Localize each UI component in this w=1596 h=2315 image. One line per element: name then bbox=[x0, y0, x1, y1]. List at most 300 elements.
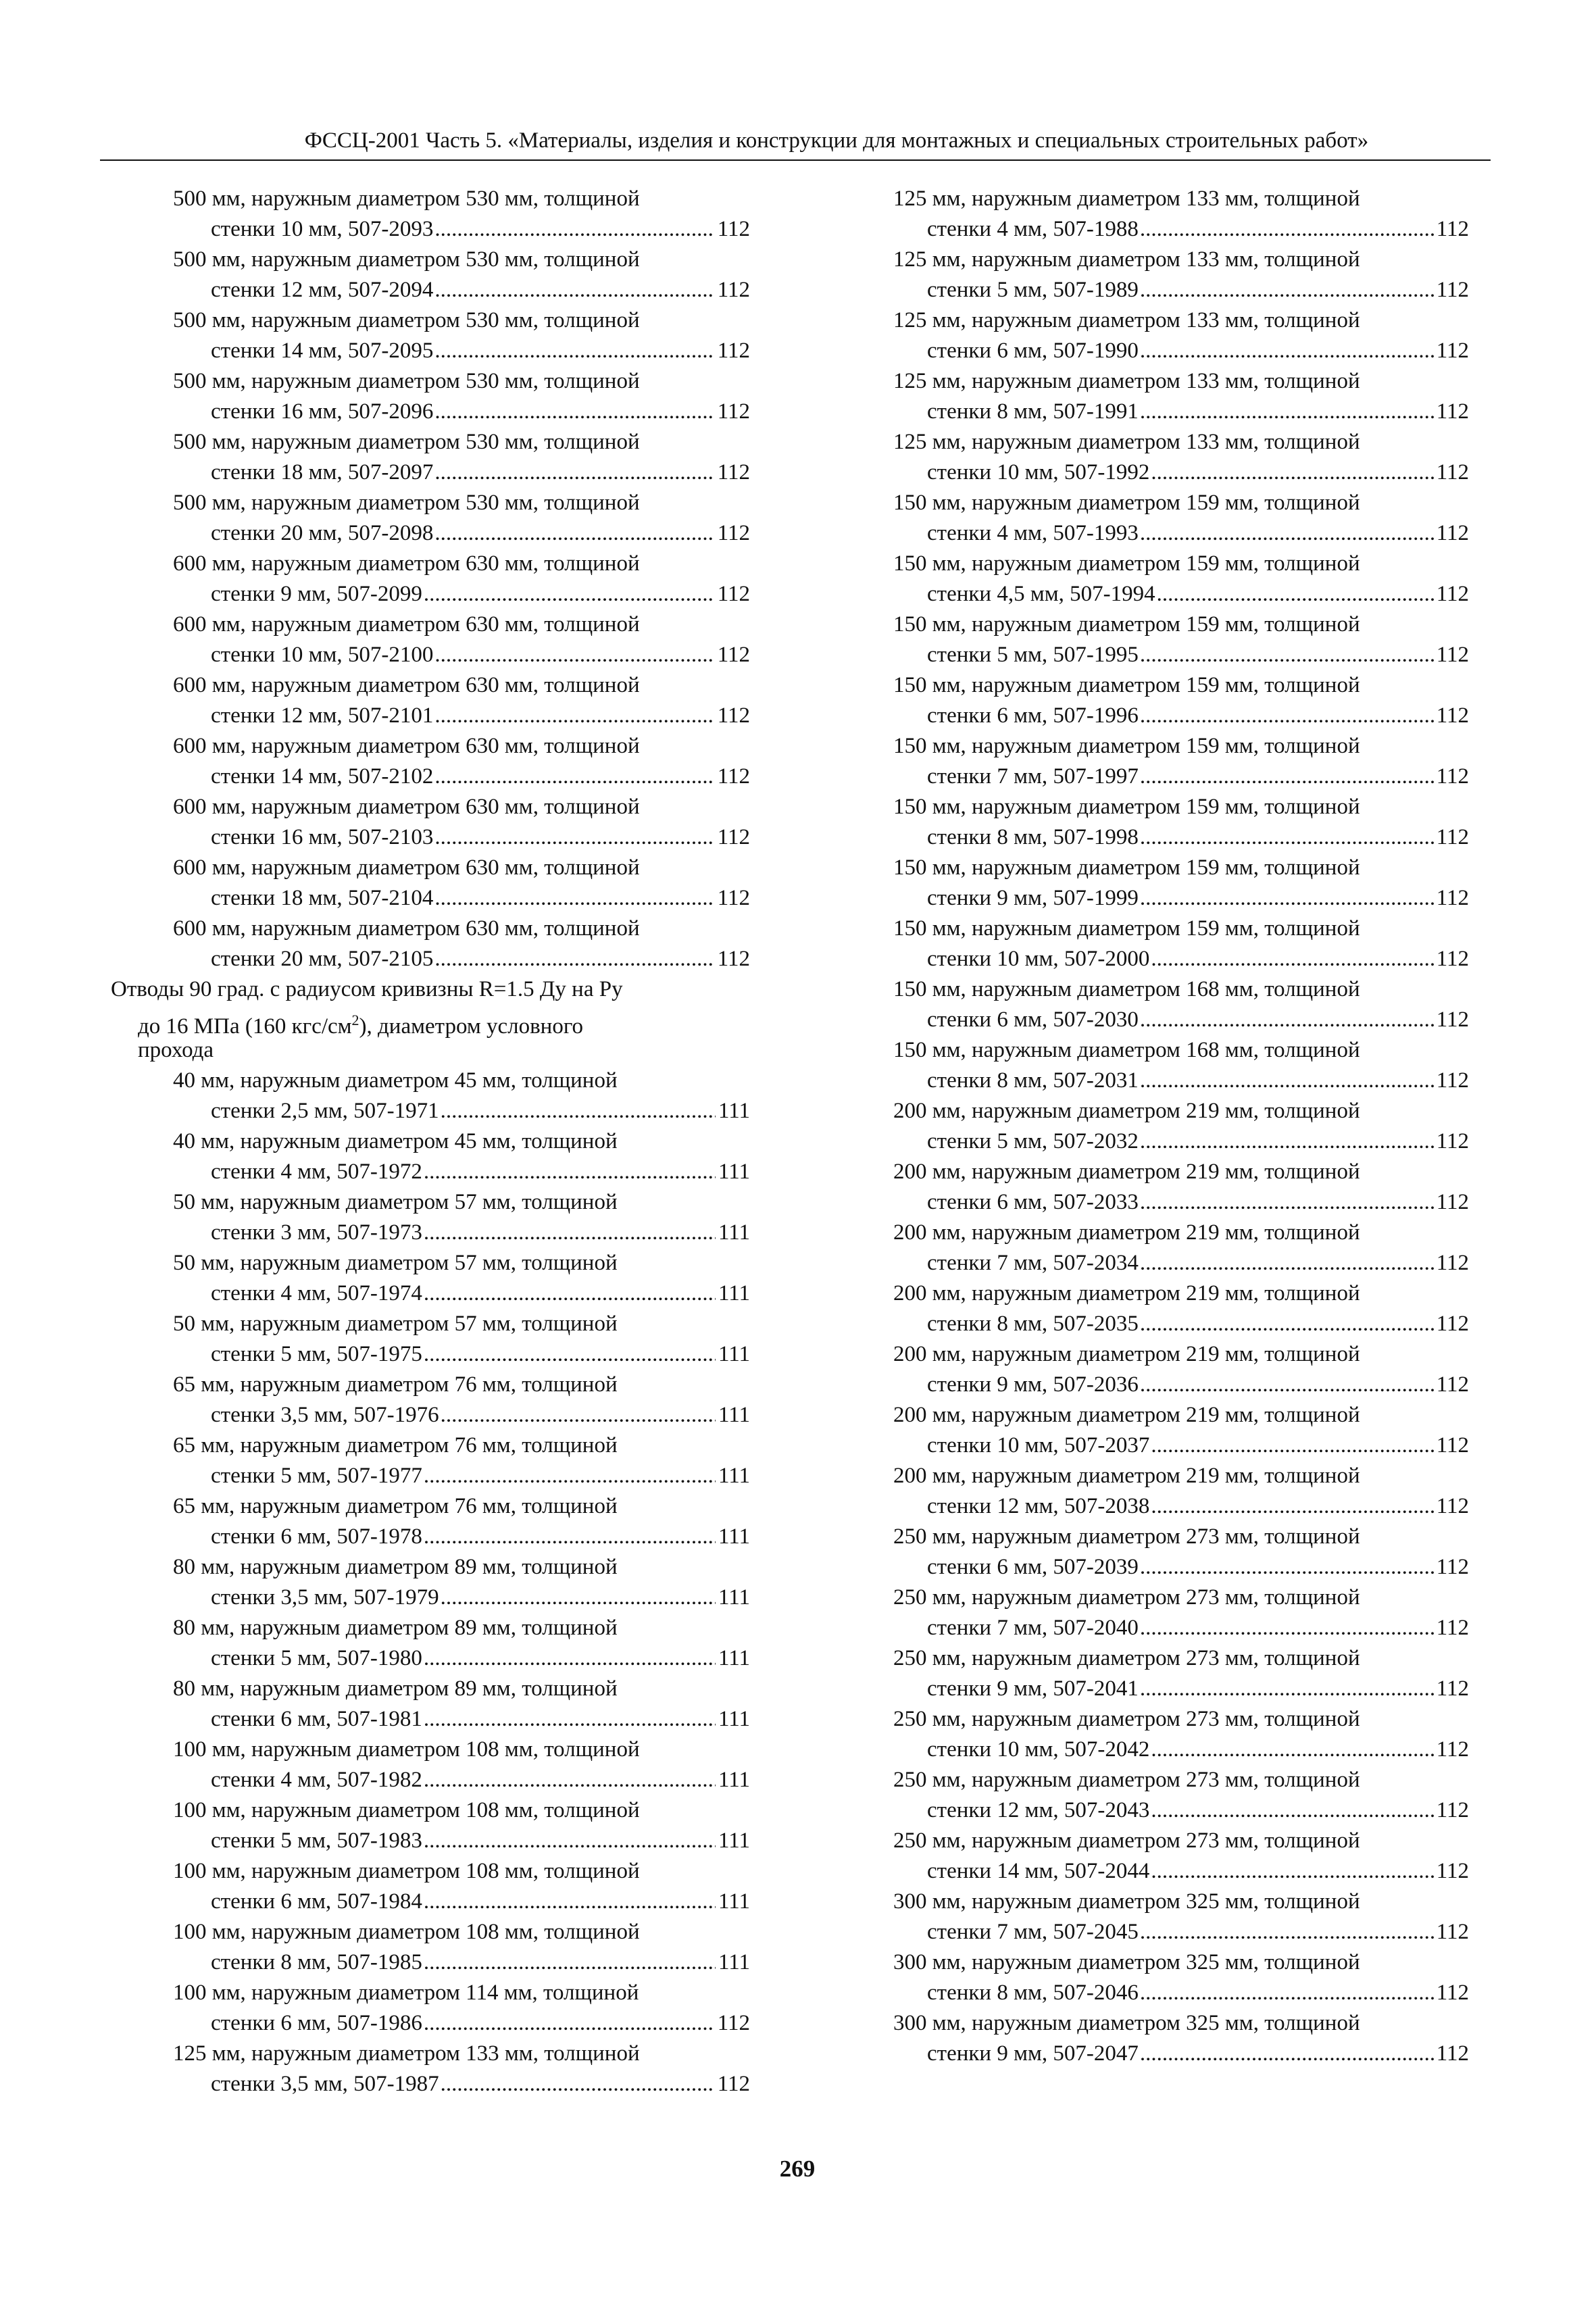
entry-description: 250 мм, наружным диаметром 273 мм, толщиной bbox=[893, 1646, 1360, 1670]
entry-reference-line bbox=[893, 1430, 1469, 1461]
entry-reference-line bbox=[111, 883, 750, 914]
entry-reference-line bbox=[111, 1218, 750, 1248]
index-entry bbox=[893, 1947, 1469, 2008]
entry-code: стенки 10 мм, 507-1992 bbox=[927, 460, 1150, 484]
index-entry bbox=[111, 245, 750, 305]
dot-leader bbox=[1140, 1978, 1434, 2008]
index-entry bbox=[893, 1765, 1469, 1826]
entry-description: 50 мм, наружным диаметром 57 мм, толщиной bbox=[173, 1312, 618, 1336]
entry-page-ref: 112 bbox=[717, 643, 750, 667]
dot-leader bbox=[424, 1522, 716, 1552]
entry-reference-line bbox=[111, 1947, 750, 1978]
entry-code: стенки 8 мм, 507-1991 bbox=[927, 399, 1139, 424]
entry-page-ref: 112 bbox=[1436, 1920, 1469, 1944]
entry-reference-line bbox=[893, 762, 1469, 792]
entry-code: стенки 7 мм, 507-2045 bbox=[927, 1920, 1139, 1944]
dot-leader bbox=[424, 1947, 716, 1978]
entry-reference-line bbox=[893, 1491, 1469, 1522]
entry-page-ref: 112 bbox=[1436, 1494, 1469, 1518]
entry-code: стенки 9 мм, 507-2041 bbox=[927, 1676, 1139, 1701]
dot-leader bbox=[424, 1643, 716, 1674]
entry-code: стенки 10 мм, 507-2100 bbox=[211, 643, 434, 667]
dot-leader bbox=[424, 1278, 716, 1309]
index-entry bbox=[111, 1552, 750, 1613]
index-entry bbox=[111, 1613, 750, 1674]
entry-description: 150 мм, наружным диаметром 159 мм, толщиной bbox=[893, 916, 1360, 941]
index-entry bbox=[111, 1491, 750, 1552]
entry-description: 125 мм, наружным диаметром 133 мм, толщиной bbox=[893, 186, 1360, 211]
entry-reference-line bbox=[111, 822, 750, 853]
entry-page-ref: 111 bbox=[718, 1342, 750, 1366]
entry-code: стенки 14 мм, 507-2102 bbox=[211, 764, 434, 789]
entry-code: стенки 3,5 мм, 507-1979 bbox=[211, 1585, 439, 1610]
entry-code: стенки 18 мм, 507-2104 bbox=[211, 886, 434, 910]
index-entry bbox=[893, 1461, 1469, 1522]
entry-page-ref: 112 bbox=[1436, 886, 1469, 910]
entry-reference-line bbox=[111, 1583, 750, 1613]
section-heading-line-2-text: до 16 МПа (160 кгс/см bbox=[138, 1014, 352, 1039]
entry-page-ref: 111 bbox=[718, 1220, 750, 1245]
entry-description: 600 мм, наружным диаметром 630 мм, толщиной bbox=[173, 795, 640, 819]
index-entry bbox=[111, 305, 750, 366]
index-entry bbox=[893, 184, 1469, 245]
index-entry bbox=[893, 549, 1469, 609]
index-entry bbox=[111, 914, 750, 974]
index-entry bbox=[893, 245, 1469, 305]
dot-leader bbox=[434, 944, 714, 974]
entry-description: 125 мм, наружным диаметром 133 мм, толщиной bbox=[893, 247, 1360, 272]
entry-page-ref: 112 bbox=[1436, 1798, 1469, 1822]
entry-reference-line bbox=[893, 1674, 1469, 1704]
entry-page-ref: 112 bbox=[1436, 1312, 1469, 1336]
entry-page-ref: 112 bbox=[1436, 1007, 1469, 1032]
entry-reference-line bbox=[893, 579, 1469, 609]
index-entry bbox=[893, 914, 1469, 974]
entry-page-ref: 112 bbox=[1436, 1737, 1469, 1762]
entry-description: 600 мм, наружным диаметром 630 мм, толщиной bbox=[173, 551, 640, 576]
entry-code: стенки 5 мм, 507-1989 bbox=[927, 278, 1139, 302]
index-entry bbox=[111, 1795, 750, 1856]
entry-reference-line bbox=[893, 1978, 1469, 2008]
dot-leader bbox=[434, 640, 714, 670]
entry-code: стенки 8 мм, 507-2031 bbox=[927, 1068, 1139, 1093]
entry-page-ref: 111 bbox=[718, 1889, 750, 1914]
entry-description: 150 мм, наружным диаметром 159 мм, толщиной bbox=[893, 551, 1360, 576]
entry-page-ref: 112 bbox=[717, 521, 750, 545]
entry-description: 100 мм, наружным диаметром 108 мм, толщиной bbox=[173, 1920, 640, 1944]
entry-page-ref: 112 bbox=[717, 2011, 750, 2035]
entry-reference-line bbox=[893, 701, 1469, 731]
dot-leader bbox=[1140, 701, 1434, 731]
entry-reference-line bbox=[111, 397, 750, 427]
entry-reference-line bbox=[893, 822, 1469, 853]
entry-code: стенки 2,5 мм, 507-1971 bbox=[211, 1099, 439, 1123]
entry-description: 100 мм, наружным диаметром 108 мм, толщиной bbox=[173, 1737, 640, 1762]
entry-page-ref: 112 bbox=[1436, 1676, 1469, 1701]
dot-leader bbox=[1140, 1552, 1434, 1583]
dot-leader bbox=[1140, 397, 1434, 427]
entry-page-ref: 112 bbox=[1436, 1981, 1469, 2005]
entry-code: стенки 4 мм, 507-1972 bbox=[211, 1160, 422, 1184]
entry-code: стенки 10 мм, 507-2000 bbox=[927, 947, 1150, 971]
entry-description: 300 мм, наружным диаметром 325 мм, толщиной bbox=[893, 1889, 1360, 1914]
dot-leader bbox=[434, 397, 714, 427]
entry-code: стенки 7 мм, 507-2034 bbox=[927, 1251, 1139, 1275]
section-heading-line-2 bbox=[111, 1005, 750, 1039]
index-entry bbox=[111, 1309, 750, 1370]
entry-description: 50 мм, наружным диаметром 57 мм, толщиной bbox=[173, 1251, 618, 1275]
entry-page-ref: 112 bbox=[1436, 582, 1469, 606]
entry-code: стенки 14 мм, 507-2044 bbox=[927, 1859, 1150, 1883]
entry-reference-line bbox=[111, 457, 750, 488]
entry-page-ref: 112 bbox=[717, 703, 750, 728]
dot-leader bbox=[1151, 1856, 1433, 1887]
dot-leader bbox=[424, 1826, 716, 1856]
entry-code: стенки 6 мм, 507-1981 bbox=[211, 1707, 422, 1731]
index-entry bbox=[893, 1035, 1469, 1096]
page-header: ФССЦ-2001 Часть 5. «Материалы, изделия и конструкции для монтажных и специальных строительных работ» bbox=[304, 128, 1369, 153]
entry-page-ref: 111 bbox=[718, 1099, 750, 1123]
entry-code: стенки 7 мм, 507-1997 bbox=[927, 764, 1139, 789]
entry-description: 100 мм, наружным диаметром 108 мм, толщиной bbox=[173, 1798, 640, 1822]
index-entry bbox=[111, 427, 750, 488]
entry-code: стенки 6 мм, 507-1984 bbox=[211, 1889, 422, 1914]
entry-code: стенки 3 мм, 507-1973 bbox=[211, 1220, 422, 1245]
entry-page-ref: 112 bbox=[1436, 339, 1469, 363]
entry-reference-line bbox=[111, 518, 750, 549]
index-entry bbox=[893, 1643, 1469, 1704]
index-entry bbox=[111, 488, 750, 549]
entry-page-ref: 112 bbox=[717, 825, 750, 849]
entry-code: стенки 16 мм, 507-2103 bbox=[211, 825, 434, 849]
entry-reference-line bbox=[111, 1826, 750, 1856]
entry-description: 65 мм, наружным диаметром 76 мм, толщиной bbox=[173, 1433, 618, 1458]
entry-description: 50 мм, наружным диаметром 57 мм, толщиной bbox=[173, 1190, 618, 1214]
entry-reference-line bbox=[111, 1704, 750, 1735]
dot-leader bbox=[441, 2069, 715, 2099]
index-entry bbox=[893, 1157, 1469, 1218]
entry-page-ref: 112 bbox=[717, 947, 750, 971]
entry-page-ref: 111 bbox=[718, 1707, 750, 1731]
entry-page-ref: 111 bbox=[718, 1585, 750, 1610]
index-entry bbox=[893, 974, 1469, 1035]
index-entry bbox=[893, 1704, 1469, 1765]
entry-reference-line bbox=[111, 579, 750, 609]
entry-description: 200 мм, наружным диаметром 219 мм, толщиной bbox=[893, 1099, 1360, 1123]
entry-code: стенки 12 мм, 507-2101 bbox=[211, 703, 434, 728]
entry-reference-line bbox=[893, 1309, 1469, 1339]
index-entry bbox=[893, 1339, 1469, 1400]
entry-description: 300 мм, наружным диаметром 325 мм, толщиной bbox=[893, 2011, 1360, 2035]
entry-reference-line bbox=[893, 214, 1469, 245]
dot-leader bbox=[1140, 1126, 1434, 1157]
dot-leader bbox=[434, 883, 714, 914]
entry-page-ref: 112 bbox=[1436, 1251, 1469, 1275]
dot-leader bbox=[1140, 2039, 1434, 2069]
entry-description: 65 мм, наружным диаметром 76 мм, толщиной bbox=[173, 1372, 618, 1397]
left-column bbox=[111, 184, 750, 2099]
entry-code: стенки 10 мм, 507-2042 bbox=[927, 1737, 1150, 1762]
dot-leader bbox=[424, 1765, 716, 1795]
index-entry bbox=[111, 184, 750, 245]
entry-page-ref: 112 bbox=[1436, 399, 1469, 424]
entry-code: стенки 7 мм, 507-2040 bbox=[927, 1616, 1139, 1640]
index-entry bbox=[111, 1248, 750, 1309]
entry-page-ref: 112 bbox=[1436, 1555, 1469, 1579]
entry-description: 250 мм, наружным диаметром 273 мм, толщиной bbox=[893, 1585, 1360, 1610]
entry-code: стенки 6 мм, 507-1978 bbox=[211, 1524, 422, 1549]
dot-leader bbox=[1140, 1005, 1434, 1035]
entry-description: 150 мм, наружным диаметром 159 мм, толщиной bbox=[893, 612, 1360, 637]
entry-description: 40 мм, наружным диаметром 45 мм, толщиной bbox=[173, 1129, 618, 1153]
entry-reference-line bbox=[111, 640, 750, 670]
entry-page-ref: 111 bbox=[718, 1524, 750, 1549]
entry-description: 80 мм, наружным диаметром 89 мм, толщиной bbox=[173, 1616, 618, 1640]
entry-reference-line bbox=[893, 275, 1469, 305]
dot-leader bbox=[1140, 1917, 1434, 1947]
index-entry bbox=[893, 305, 1469, 366]
entry-code: стенки 6 мм, 507-2039 bbox=[927, 1555, 1139, 1579]
index-entry bbox=[111, 670, 750, 731]
entry-page-ref: 112 bbox=[1436, 1433, 1469, 1458]
entry-reference-line bbox=[893, 1917, 1469, 1947]
dot-leader bbox=[424, 2008, 715, 2039]
entry-description: 150 мм, наружным диаметром 159 мм, толщиной bbox=[893, 734, 1360, 758]
entry-code: стенки 9 мм, 507-2047 bbox=[927, 2041, 1139, 2066]
entry-description: 500 мм, наружным диаметром 530 мм, толщиной bbox=[173, 430, 640, 454]
entry-description: 500 мм, наружным диаметром 530 мм, толщиной bbox=[173, 491, 640, 515]
entry-description: 40 мм, наружным диаметром 45 мм, толщиной bbox=[173, 1068, 618, 1093]
dot-leader bbox=[434, 457, 714, 488]
entry-description: 250 мм, наружным диаметром 273 мм, толщиной bbox=[893, 1828, 1360, 1853]
entry-code: стенки 12 мм, 507-2094 bbox=[211, 278, 434, 302]
right-entries-group bbox=[893, 184, 1469, 2069]
entry-code: стенки 16 мм, 507-2096 bbox=[211, 399, 434, 424]
entry-reference-line bbox=[111, 1157, 750, 1187]
entry-code: стенки 4 мм, 507-1982 bbox=[211, 1768, 422, 1792]
entry-description: 80 мм, наружным диаметром 89 мм, толщиной bbox=[173, 1555, 618, 1579]
dot-leader bbox=[1140, 883, 1434, 914]
entry-page-ref: 112 bbox=[717, 217, 750, 241]
entry-description: 600 мм, наружным диаметром 630 мм, толщиной bbox=[173, 612, 640, 637]
dot-leader bbox=[1140, 1613, 1434, 1643]
entry-description: 150 мм, наружным диаметром 159 мм, толщиной bbox=[893, 491, 1360, 515]
entry-page-ref: 112 bbox=[717, 764, 750, 789]
entry-code: стенки 3,5 мм, 507-1976 bbox=[211, 1403, 439, 1427]
entry-description: 300 мм, наружным диаметром 325 мм, толщиной bbox=[893, 1950, 1360, 1974]
entry-reference-line bbox=[893, 457, 1469, 488]
entry-reference-line bbox=[893, 944, 1469, 974]
entry-page-ref: 112 bbox=[1436, 1859, 1469, 1883]
index-entry bbox=[111, 1674, 750, 1735]
index-entry bbox=[893, 1218, 1469, 1278]
entry-reference-line bbox=[111, 2069, 750, 2099]
dot-leader bbox=[1140, 762, 1434, 792]
entry-code: стенки 12 мм, 507-2043 bbox=[927, 1798, 1150, 1822]
entry-description: 150 мм, наружным диаметром 159 мм, толщиной bbox=[893, 855, 1360, 880]
entry-code: стенки 4,5 мм, 507-1994 bbox=[927, 582, 1155, 606]
entry-description: 150 мм, наружным диаметром 159 мм, толщиной bbox=[893, 673, 1360, 697]
index-entry bbox=[893, 609, 1469, 670]
index-entry bbox=[893, 427, 1469, 488]
dot-leader bbox=[1140, 1674, 1434, 1704]
entry-code: стенки 14 мм, 507-2095 bbox=[211, 339, 434, 363]
entry-code: стенки 10 мм, 507-2093 bbox=[211, 217, 434, 241]
entry-code: стенки 5 мм, 507-1983 bbox=[211, 1828, 422, 1853]
entry-reference-line bbox=[893, 1005, 1469, 1035]
dot-leader bbox=[1151, 1491, 1433, 1522]
entry-reference-line bbox=[893, 518, 1469, 549]
right-column bbox=[893, 184, 1469, 2069]
dot-leader bbox=[424, 1218, 716, 1248]
entry-page-ref: 111 bbox=[718, 1281, 750, 1305]
entry-description: 250 мм, наружным диаметром 273 мм, толщиной bbox=[893, 1524, 1360, 1549]
dot-leader bbox=[434, 762, 714, 792]
page-number: 269 bbox=[779, 2156, 816, 2182]
index-entry bbox=[111, 731, 750, 792]
dot-leader bbox=[1140, 640, 1434, 670]
dot-leader bbox=[434, 822, 714, 853]
index-entry bbox=[111, 1187, 750, 1248]
entry-description: 100 мм, наружным диаметром 114 мм, толщиной bbox=[173, 1981, 639, 2005]
index-entry bbox=[893, 731, 1469, 792]
dot-leader bbox=[434, 336, 714, 366]
entry-page-ref: 112 bbox=[1436, 1068, 1469, 1093]
entry-description: 150 мм, наружным диаметром 168 мм, толщиной bbox=[893, 977, 1360, 1001]
entry-code: стенки 5 мм, 507-1975 bbox=[211, 1342, 422, 1366]
entry-description: 125 мм, наружным диаметром 133 мм, толщиной bbox=[893, 430, 1360, 454]
entry-page-ref: 111 bbox=[718, 1950, 750, 1974]
entry-description: 250 мм, наружным диаметром 273 мм, толщиной bbox=[893, 1768, 1360, 1792]
dot-leader bbox=[1140, 336, 1434, 366]
dot-leader bbox=[424, 1704, 716, 1735]
entry-reference-line bbox=[111, 762, 750, 792]
header-rule bbox=[100, 159, 1491, 161]
dot-leader bbox=[1140, 1066, 1434, 1096]
entry-reference-line bbox=[893, 1370, 1469, 1400]
index-entry bbox=[111, 1917, 750, 1978]
dot-leader bbox=[424, 1887, 716, 1917]
index-entry bbox=[893, 1522, 1469, 1583]
entry-description: 200 мм, наружным диаметром 219 мм, толщиной bbox=[893, 1160, 1360, 1184]
entry-page-ref: 111 bbox=[718, 1403, 750, 1427]
index-entry bbox=[111, 1370, 750, 1430]
dot-leader bbox=[1151, 1795, 1433, 1826]
dot-leader bbox=[424, 1157, 716, 1187]
entry-page-ref: 112 bbox=[1436, 947, 1469, 971]
entry-reference-line bbox=[111, 1400, 750, 1430]
index-entry bbox=[111, 1735, 750, 1795]
entry-page-ref: 111 bbox=[718, 1464, 750, 1488]
entry-reference-line bbox=[111, 1461, 750, 1491]
index-entry bbox=[111, 2039, 750, 2099]
entry-reference-line bbox=[893, 1613, 1469, 1643]
dot-leader bbox=[1140, 518, 1434, 549]
entry-page-ref: 111 bbox=[718, 1768, 750, 1792]
entry-description: 200 мм, наружным диаметром 219 мм, толщиной bbox=[893, 1403, 1360, 1427]
entry-page-ref: 112 bbox=[1436, 1190, 1469, 1214]
dot-leader bbox=[434, 518, 714, 549]
entry-description: 250 мм, наружным диаметром 273 мм, толщиной bbox=[893, 1707, 1360, 1731]
entry-reference-line bbox=[893, 1856, 1469, 1887]
dot-leader bbox=[1140, 1370, 1434, 1400]
entry-page-ref: 112 bbox=[1436, 1372, 1469, 1397]
entry-reference-line bbox=[893, 1248, 1469, 1278]
entry-reference-line bbox=[893, 640, 1469, 670]
entry-code: стенки 6 мм, 507-2033 bbox=[927, 1190, 1139, 1214]
entry-code: стенки 5 мм, 507-1980 bbox=[211, 1646, 422, 1670]
index-entry bbox=[893, 488, 1469, 549]
index-entry bbox=[893, 1278, 1469, 1339]
entry-description: 150 мм, наружным диаметром 168 мм, толщиной bbox=[893, 1038, 1360, 1062]
section-heading-line-3: прохода bbox=[138, 1038, 214, 1062]
entry-reference-line bbox=[111, 336, 750, 366]
left-entries-group-a bbox=[111, 184, 750, 974]
index-entry bbox=[893, 670, 1469, 731]
superscript: 2 bbox=[351, 1012, 359, 1028]
dot-leader bbox=[1140, 214, 1434, 245]
entry-reference-line bbox=[893, 1795, 1469, 1826]
dot-leader bbox=[441, 1400, 716, 1430]
entry-description: 200 мм, наружным диаметром 219 мм, толщиной bbox=[893, 1464, 1360, 1488]
index-entry bbox=[111, 1978, 750, 2039]
entry-code: стенки 6 мм, 507-1990 bbox=[927, 339, 1139, 363]
entry-code: стенки 6 мм, 507-1996 bbox=[927, 703, 1139, 728]
entry-page-ref: 112 bbox=[717, 582, 750, 606]
dot-leader bbox=[434, 701, 714, 731]
dot-leader bbox=[1151, 1735, 1433, 1765]
dot-leader bbox=[1151, 944, 1433, 974]
entry-page-ref: 112 bbox=[717, 399, 750, 424]
entry-description: 100 мм, наружным диаметром 108 мм, толщиной bbox=[173, 1859, 640, 1883]
index-entry bbox=[893, 1583, 1469, 1643]
entry-page-ref: 111 bbox=[718, 1646, 750, 1670]
entry-reference-line bbox=[111, 2008, 750, 2039]
entry-page-ref: 112 bbox=[1436, 1616, 1469, 1640]
index-entry bbox=[893, 366, 1469, 427]
entry-code: стенки 6 мм, 507-1986 bbox=[211, 2011, 422, 2035]
index-entry bbox=[893, 1887, 1469, 1947]
entry-description: 80 мм, наружным диаметром 89 мм, толщиной bbox=[173, 1676, 618, 1701]
section-heading-line-1: Отводы 90 град. с радиусом кривизны R=1.5 Ду на Ру bbox=[111, 977, 623, 1001]
entry-description: 500 мм, наружным диаметром 530 мм, толщиной bbox=[173, 308, 640, 332]
entry-description: 500 мм, наружным диаметром 530 мм, толщиной bbox=[173, 247, 640, 272]
dot-leader bbox=[1157, 579, 1434, 609]
entry-page-ref: 112 bbox=[717, 886, 750, 910]
entry-description: 150 мм, наружным диаметром 159 мм, толщиной bbox=[893, 795, 1360, 819]
entry-code: стенки 8 мм, 507-1998 bbox=[927, 825, 1139, 849]
entry-reference-line bbox=[893, 1735, 1469, 1765]
entry-code: стенки 5 мм, 507-1995 bbox=[927, 643, 1139, 667]
entry-page-ref: 112 bbox=[1436, 521, 1469, 545]
entry-code: стенки 9 мм, 507-2099 bbox=[211, 582, 422, 606]
dot-leader bbox=[1151, 457, 1433, 488]
entry-code: стенки 4 мм, 507-1988 bbox=[927, 217, 1139, 241]
entry-page-ref: 111 bbox=[718, 1160, 750, 1184]
entry-reference-line bbox=[893, 1552, 1469, 1583]
index-entry bbox=[893, 1826, 1469, 1887]
entry-description: 500 мм, наружным диаметром 530 мм, толщиной bbox=[173, 369, 640, 393]
entry-code: стенки 3,5 мм, 507-1987 bbox=[211, 2072, 439, 2096]
entry-reference-line bbox=[893, 1126, 1469, 1157]
entry-reference-line bbox=[111, 275, 750, 305]
left-entries-group-b bbox=[111, 1066, 750, 2099]
entry-description: 65 мм, наружным диаметром 76 мм, толщиной bbox=[173, 1494, 618, 1518]
entry-page-ref: 112 bbox=[717, 460, 750, 484]
dot-leader bbox=[441, 1096, 716, 1126]
entry-code: стенки 10 мм, 507-2037 bbox=[927, 1433, 1150, 1458]
entry-page-ref: 112 bbox=[1436, 825, 1469, 849]
